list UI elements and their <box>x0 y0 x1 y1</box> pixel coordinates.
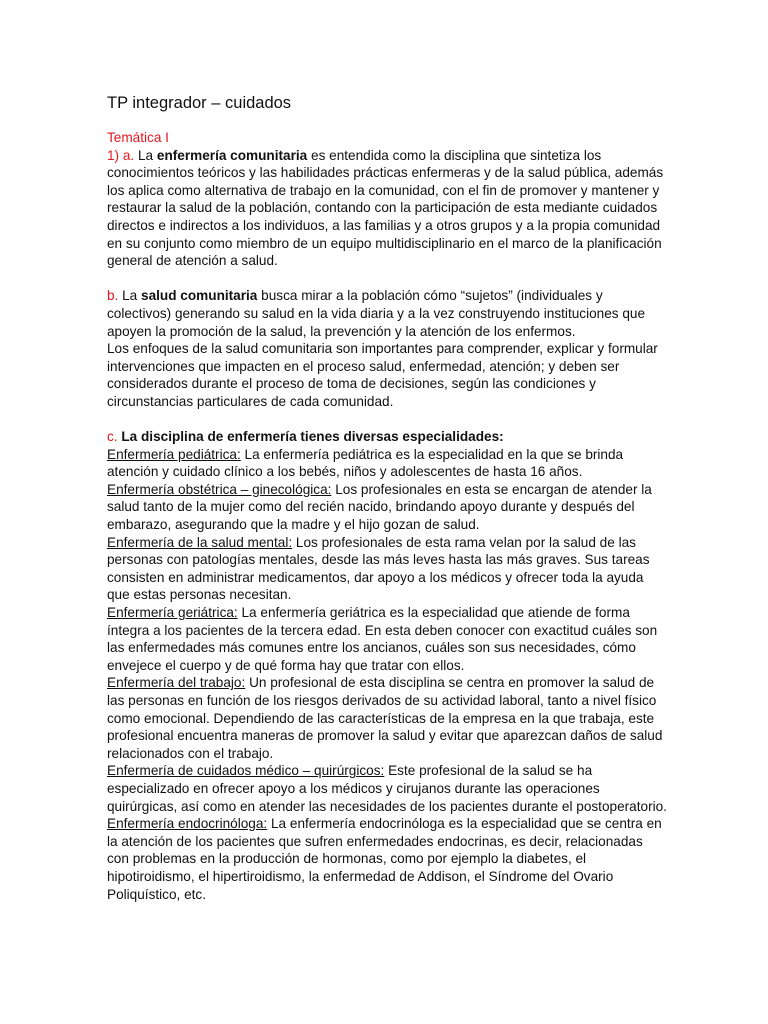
specialty-text: Los profesionales en esta se encargan de atender la salud tanto de la mujer como del recién nacido, brindando apoyo durante y después del embarazo, asegurando que la madre y el hijo gozan de salud. <box>107 481 652 533</box>
term-a: enfermería comunitaria <box>156 147 308 163</box>
specialty-item <box>107 762 667 815</box>
specialty-name: Enfermería geriátrica: <box>107 605 238 621</box>
paragraph-b-2: Los enfoques de la salud comunitaria son importantes para comprender, explicar y formular intervenciones que impacten en el proceso salud, enfermedad, atención; y deben ser considerados durante el proceso de toma de decisiones, según las condiciones y circunstancias particulares de cada comunidad. <box>107 341 658 409</box>
specialty-name: Enfermería pediátrica: <box>107 446 241 462</box>
specialty-name: Enfermería endocrinóloga: <box>107 816 268 832</box>
marker-c: c. <box>107 429 118 445</box>
specialty-item <box>107 534 667 604</box>
specialty-text: Un profesional de esta disciplina se centra en promover la salud de las personas en función de los riesgos derivados de su actividad laboral, tanto a nivel físico como emocional. Dependiendo de las características de la empresa en la que trabaja, este profesional encuentra maneras de promover la salud y evitar que aparezcan daños de salud relacionados con el trabajo. <box>107 675 663 761</box>
specialty-text: La enfermería endocrinóloga es la especialidad que se centra en la atención de los pacientes que sufren enfermedades endocrinas, es decir, relacionadas con problemas en la producción de hormonas, como por ejemplo la diabetes, el hipotiroidismo, el hipertiroidismo, la enfermedad de Addison, el Síndrome del Ovario Poliquístico, etc. <box>107 816 662 902</box>
spacer <box>107 270 667 288</box>
specialty-item <box>107 674 667 762</box>
specialty-name: Enfermería del trabajo: <box>107 675 246 691</box>
specialty-name: Enfermería de cuidados médico – quirúrgicos: <box>107 763 385 779</box>
lead-a: La <box>137 147 154 163</box>
specialty-text: La enfermería pediátrica es la especialidad en la que se brinda atención y cuidado clínico a los bebés, niños y adolescentes de hasta 16 años. <box>107 446 624 480</box>
heading-c: La disciplina de enfermería tienes diversas especialidades: <box>121 429 504 445</box>
specialty-item <box>107 604 667 674</box>
topic-label: Temática I <box>107 130 169 145</box>
specialty-name: Enfermería obstétrica – ginecológica: <box>107 481 332 497</box>
marker-b: b. <box>107 288 119 304</box>
specialty-item <box>107 446 667 481</box>
document-title: TP integrador – cuidados <box>107 94 292 112</box>
specialty-text: La enfermería geriátrica es la especialidad que atiende de forma íntegra a los pacientes de la tercera edad. En esta deben conocer con exactitud cuáles son las enfermedades más comunes entre los ancianos, cuáles son sus necesidades, cómo envejece el cuerpo y de qué forma hay que tratar con ellos. <box>107 605 658 673</box>
paragraph-a <box>107 147 667 270</box>
specialty-item <box>107 815 667 903</box>
specialty-name: Enfermería de la salud mental: <box>107 534 293 550</box>
marker-a: 1) a. <box>107 147 135 163</box>
topic-heading <box>107 129 667 147</box>
specialty-item <box>107 481 667 534</box>
term-b: salud comunitaria <box>141 288 258 304</box>
text-a: es entendida como la disciplina que sintetiza los conocimientos teóricos y las habilidades prácticas enfermeras y de la salud pública, además los aplica como alternativa de trabajo en la comunidad, con el fin de promover y mantener y restaurar la salud de la población, contando con la participación de esta mediante cuidados directos e indirectos a los individuos, a las familias y a otros grupos y a la propia comunidad en su conjunto como miembro de un equipo multidisciplinario en el marco de la planificación general de atención a salud. <box>107 147 664 269</box>
paragraph-b <box>107 287 667 340</box>
paragraph-c-heading <box>107 428 667 446</box>
spacer <box>107 411 667 429</box>
specialty-text: Este profesional de la salud se ha especializado en ofrecer apoyo a los médicos y cirujanos durante las operaciones quirúrgicas, así como en atender las necesidades de los pacientes durante el postoperatorio. <box>107 763 667 814</box>
text-b: busca mirar a la población cómo “sujetos” (individuales y colectivos) generando su salud en la vida diaria y a la vez construyendo instituciones que apoyen la promoción de la salud, la prevención y la atención de los enfermos. <box>107 288 646 339</box>
specialty-text: Los profesionales de esta rama velan por la salud de las personas con patologías mentales, desde las más leves hasta las más graves. Sus tareas consisten en administrar medicamentos, dar apoyo a los médicos y ofrecer toda la ayuda que estas personas necesitan. <box>107 534 650 603</box>
lead-b: La <box>122 288 138 304</box>
document-body <box>107 92 667 903</box>
